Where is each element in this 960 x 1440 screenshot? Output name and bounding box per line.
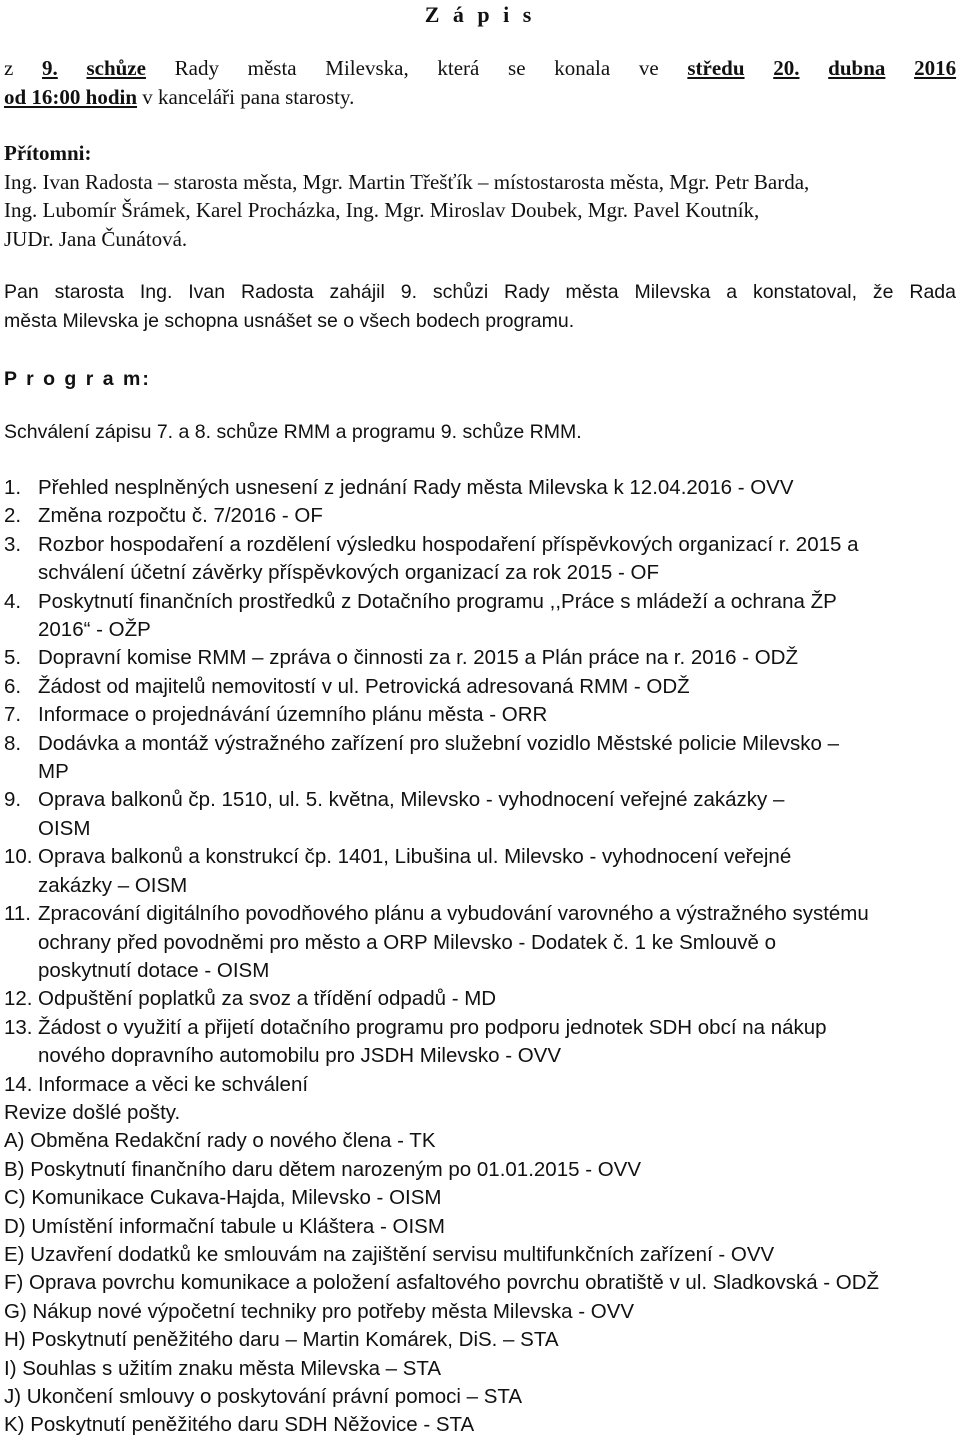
program-item-line: Informace o projednávání územního plánu města - ORR bbox=[38, 703, 548, 727]
letter-item: K) Poskytnutí peněžitého daru SDH Něžovice - STA bbox=[4, 1413, 475, 1437]
program-item bbox=[4, 673, 956, 701]
present-line-3: JUDr. Jana Čunátová. bbox=[4, 226, 188, 251]
program-item-line: 2016“ - OŽP bbox=[38, 618, 151, 642]
meeting-day: středu bbox=[687, 56, 745, 80]
program-item bbox=[4, 644, 956, 672]
program-item-text bbox=[38, 644, 956, 672]
program-item-number: 12. bbox=[4, 987, 33, 1011]
program-item-text bbox=[38, 843, 956, 900]
program-item-number: 10. bbox=[4, 845, 33, 869]
program-item-line: poskytnutí dotace - OISM bbox=[38, 958, 270, 982]
letter-item: G) Nákup nové výpočetní techniky pro potřeby města Milevska - OVV bbox=[4, 1299, 635, 1323]
meeting-date-month: dubna bbox=[828, 56, 886, 80]
program-item bbox=[4, 1071, 956, 1099]
present-heading: Přítomni: bbox=[4, 141, 92, 165]
program-heading: P r o g r a m: bbox=[4, 368, 151, 390]
program-item-number: 8. bbox=[4, 731, 22, 755]
program-item-line: Oprava balkonů čp. 1510, ul. 5. května, Milevsko - vyhodnocení veřejné zakázky – bbox=[38, 788, 785, 812]
program-item-line: Změna rozpočtu č. 7/2016 - OF bbox=[38, 504, 323, 528]
program-item-number: 5. bbox=[4, 646, 22, 670]
program-item-line: Zpracování digitálního povodňového plánu a vybudování varovného a výstražného systému bbox=[38, 902, 869, 926]
program-item-line: Poskytnutí finančních prostředků z Dotačního programu ,,Práce s mládeží a ochrana ŽP bbox=[38, 589, 837, 613]
program-item-text bbox=[38, 786, 956, 843]
program-item-line: Dodávka a montáž výstražného zařízení pro služební vozidlo Městské policie Milevsko – bbox=[38, 731, 840, 755]
letter-item: F) Oprava povrchu komunikace a položení asfaltového povrchu obratiště v ul. Sladkovská - ODŽ bbox=[4, 1271, 880, 1295]
program-item bbox=[4, 786, 956, 843]
program-item bbox=[4, 843, 956, 900]
present-line-1: Ing. Ivan Radosta – starosta města, Mgr. Martin Třešťík – místostarosta města, Mgr. Petr Barda, bbox=[4, 169, 810, 194]
program-item bbox=[4, 701, 956, 729]
letter-item: C) Komunikace Cukava-Hajda, Milevsko - OISM bbox=[4, 1186, 442, 1210]
program-item-line: zakázky – OISM bbox=[38, 873, 188, 897]
program-item-line: Rozbor hospodaření a rozdělení výsledku hospodaření příspěvkových organizací r. 2015 a bbox=[38, 532, 859, 556]
program-item bbox=[4, 1014, 956, 1071]
program-item-number: 9. bbox=[4, 788, 22, 812]
program-item-line: Dopravní komise RMM – zpráva o činnosti za r. 2015 a Plán práce na r. 2016 - ODŽ bbox=[38, 646, 798, 670]
program-item bbox=[4, 985, 956, 1013]
program-item-line: schválení účetní závěrky příspěvkových organizací za rok 2015 - OF bbox=[38, 561, 659, 585]
program-item-text bbox=[38, 701, 956, 729]
present-line-2: Ing. Lubomír Šrámek, Karel Procházka, Ing. Mgr. Miroslav Doubek, Mgr. Pavel Koutník, bbox=[4, 198, 760, 222]
program-item-number: 3. bbox=[4, 532, 22, 556]
program-item-line: nového dopravního automobilu pro JSDH Milevsko - OVV bbox=[38, 1044, 562, 1068]
program-item-line: Odpuštění poplatků za svoz a třídění odpadů - MD bbox=[38, 987, 497, 1011]
letter-item: B) Poskytnutí finančního daru dětem narozeným po 01.01.2015 - OVV bbox=[4, 1157, 642, 1181]
program-item bbox=[4, 730, 956, 787]
program-item bbox=[4, 588, 956, 645]
intro-middle: Rady města Milevska, která se konala ve bbox=[174, 56, 659, 80]
program-item-text bbox=[38, 673, 956, 701]
program-item bbox=[4, 900, 956, 985]
program-item-text bbox=[38, 1071, 956, 1099]
program-item-text bbox=[38, 502, 956, 530]
letter-item: I) Souhlas s užitím znaku města Milevska – STA bbox=[4, 1356, 442, 1380]
opening-line-1: Pan starosta Ing. Ivan Radosta zahájil 9. schůzi Rady města Milevska a konstatoval, že Rada bbox=[4, 281, 956, 303]
present-section bbox=[4, 139, 956, 253]
program-item-number: 1. bbox=[4, 476, 22, 499]
program-item-line: ochrany před povodněmi pro město a ORP Milevsko - Dodatek č. 1 ke Smlouvě o bbox=[38, 930, 776, 954]
intro-line-2 bbox=[4, 85, 354, 109]
program-item bbox=[4, 474, 956, 502]
program-list bbox=[4, 474, 956, 1440]
program-item-line: Oprava balkonů a konstrukcí čp. 1401, Libušina ul. Milevsko - vyhodnocení veřejné bbox=[38, 845, 792, 869]
meeting-date-year: 2016 bbox=[914, 56, 957, 80]
intro-paragraph bbox=[4, 54, 956, 111]
program-item-line: MP bbox=[38, 760, 69, 784]
program-item-line: Přehled nesplněných usnesení z jednání Rady města Milevska k 12.04.2016 - OVV bbox=[38, 476, 794, 499]
program-item-number: 7. bbox=[4, 703, 22, 727]
program-approval: Schválení zápisu 7. a 8. schůze RMM a programu 9. schůze RMM. bbox=[4, 421, 582, 443]
letter-item: J) Ukončení smlouvy o poskytování právní pomoci – STA bbox=[4, 1385, 523, 1408]
letter-item: H) Poskytnutí peněžitého daru – Martin Komárek, DiS. – STA bbox=[4, 1328, 559, 1352]
meeting-date-day: 20. bbox=[773, 56, 800, 80]
meeting-place: v kanceláři pana starosty. bbox=[142, 84, 355, 109]
program-item-line: Informace a věci ke schválení bbox=[38, 1072, 309, 1096]
program-item-number: 6. bbox=[4, 674, 22, 698]
document-title: Z á p i s bbox=[424, 2, 536, 27]
opening-line-2: města Milevska je schopna usnášet se o všech bodech programu. bbox=[4, 309, 575, 332]
opening-paragraph bbox=[4, 278, 956, 335]
program-item-number: 4. bbox=[4, 589, 22, 613]
program-item-line: Žádost od majitelů nemovitostí v ul. Petrovická adresovaná RMM - ODŽ bbox=[38, 674, 690, 698]
program-item-line: Žádost o využití a přijetí dotačního programu pro podporu jednotek SDH obcí na nákup bbox=[38, 1015, 827, 1039]
program-item-line: OISM bbox=[38, 816, 91, 840]
meeting-number: 9. bbox=[42, 56, 58, 80]
letter-item: D) Umístění informační tabule u Kláštera - OISM bbox=[4, 1214, 445, 1238]
letter-item: E) Uzavření dodatků ke smlouvám na zajištění servisu multifunkčních zařízení - OVV bbox=[4, 1242, 775, 1266]
meeting-word: schůze bbox=[86, 56, 146, 80]
program-item-number: 13. bbox=[4, 1015, 33, 1039]
intro-line-1 bbox=[4, 54, 956, 83]
program-item-number: 14. bbox=[4, 1072, 33, 1096]
program-item-text bbox=[38, 985, 956, 1013]
program-item-text bbox=[38, 900, 956, 985]
program-item bbox=[4, 502, 956, 530]
meeting-time: od 16:00 hodin bbox=[4, 84, 138, 109]
program-item-text bbox=[38, 1014, 956, 1071]
program-item-text bbox=[38, 531, 956, 588]
program-item bbox=[4, 531, 956, 588]
intro-prefix: z bbox=[4, 56, 14, 80]
letter-item: A) Obměna Redakční rady o nového člena - TK bbox=[4, 1129, 436, 1153]
program-item-number: 11. bbox=[4, 902, 31, 926]
program-item-number: 2. bbox=[4, 504, 22, 528]
mail-review: Revize došlé pošty. bbox=[4, 1100, 181, 1124]
program-item-text bbox=[38, 730, 956, 787]
program-item-text bbox=[38, 588, 956, 645]
program-item-text bbox=[38, 474, 956, 502]
